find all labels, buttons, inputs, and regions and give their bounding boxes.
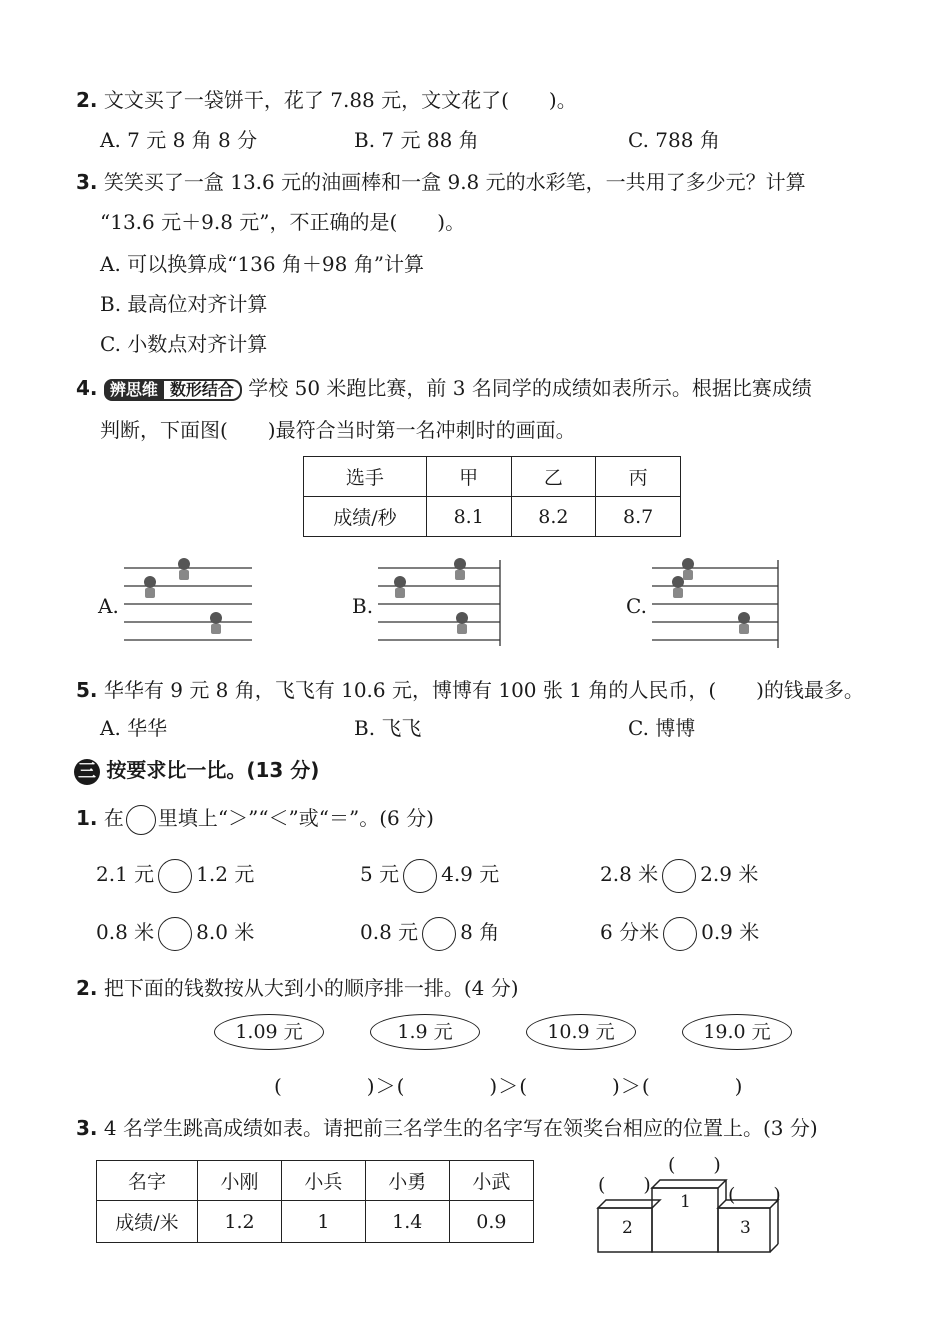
table-cell: 成绩/秒 (304, 497, 427, 537)
compare-left: 0.8 米 (96, 920, 155, 944)
question-text-line1: 笑笑买了一盒 13.6 元的油画棒和一盒 9.8 元的水彩笔，一共用了多少元？计算 (103, 170, 806, 194)
compare-item (96, 858, 254, 893)
s3-question-1 (76, 802, 434, 835)
option-c[interactable]: C. 博博 (628, 716, 696, 740)
table-cell: 乙 (511, 457, 596, 497)
picture-label-b[interactable]: B. (352, 594, 374, 618)
table-cell: 名字 (97, 1161, 198, 1201)
table-cell: 8.2 (511, 497, 596, 537)
section-3-header (74, 754, 319, 785)
question-2 (76, 84, 577, 113)
high-jump-table (96, 1160, 534, 1243)
option-c[interactable]: C. 788 角 (628, 128, 720, 152)
section-title: 按要求比一比。(13 分) (106, 758, 320, 782)
compare-item (600, 916, 759, 951)
compare-left: 2.8 米 (600, 862, 659, 886)
table-cell: 8.7 (596, 497, 681, 537)
compare-left: 6 分米 (600, 920, 660, 944)
option-a[interactable]: A. 华华 (100, 716, 168, 740)
compare-right: 4.9 元 (441, 862, 500, 886)
badge-thinking: 辨思维 (104, 379, 164, 401)
question-text-line1: 学校 50 米跑比赛，前 3 名同学的成绩如表所示。根据比赛成绩 (248, 376, 812, 400)
question-text-line2: 判断，下面图( )最符合当时第一名冲刺时的画面。 (100, 418, 576, 442)
question-text: 文文买了一袋饼干，花了 7.88 元，文文花了( )。 (103, 88, 577, 112)
table-cell: 小刚 (197, 1161, 281, 1201)
amount-oval: 10.9 元 (526, 1014, 636, 1050)
compare-item (600, 858, 758, 893)
compare-left: 2.1 元 (96, 862, 155, 886)
question-text-line2: “13.6 元＋9.8 元”，不正确的是( )。 (100, 210, 466, 234)
table-cell: 1 (282, 1201, 366, 1243)
compare-right: 2.9 米 (700, 862, 759, 886)
question-text-post: 里填上“＞”“＜”或“＝”。(6 分) (157, 806, 434, 830)
question-number: 5. (76, 678, 98, 702)
podium-blank-2[interactable]: ( ) (598, 1174, 651, 1196)
option-b[interactable]: B. 最高位对齐计算 (100, 292, 268, 316)
question-number: 2. (76, 88, 98, 112)
option-b[interactable]: B. 飞飞 (354, 716, 422, 740)
compare-item (360, 858, 499, 893)
table-cell: 小勇 (365, 1161, 449, 1201)
order-answer-line[interactable]: ( )＞( )＞( )＞( ) (274, 1074, 744, 1098)
table-row (304, 497, 681, 537)
picture-label-a[interactable]: A. (98, 594, 119, 618)
race-picture-a[interactable] (120, 556, 255, 652)
table-header-row (304, 457, 681, 497)
table-row (97, 1201, 534, 1243)
podium-place-3: 3 (740, 1218, 751, 1238)
compare-circle[interactable] (158, 917, 192, 951)
question-4 (76, 372, 812, 401)
podium-blank-1[interactable]: ( ) (668, 1154, 721, 1176)
option-a[interactable]: A. 可以换算成“136 角＋98 角”计算 (100, 252, 424, 276)
amount-oval: 1.9 元 (370, 1014, 480, 1050)
compare-right: 1.2 元 (196, 862, 255, 886)
compare-item (360, 916, 499, 951)
option-b[interactable]: B. 7 元 88 角 (354, 128, 479, 152)
table-cell: 选手 (304, 457, 427, 497)
question-3 (76, 166, 806, 195)
table-cell: 丙 (596, 457, 681, 497)
compare-item (96, 916, 254, 951)
table-cell: 0.9 (449, 1201, 533, 1243)
option-a[interactable]: A. 7 元 8 角 8 分 (100, 128, 258, 152)
table-cell: 小武 (449, 1161, 533, 1201)
table-cell: 1.2 (197, 1201, 281, 1243)
table-cell: 成绩/米 (97, 1201, 198, 1243)
section-number-icon: 三 (74, 759, 100, 785)
s3-question-2 (76, 972, 519, 1001)
compare-circle[interactable] (158, 859, 192, 893)
compare-right: 0.9 米 (701, 920, 760, 944)
table-cell: 8.1 (426, 497, 511, 537)
question-number: 1. (76, 806, 98, 830)
amount-oval: 1.09 元 (214, 1014, 324, 1050)
option-c[interactable]: C. 小数点对齐计算 (100, 332, 268, 356)
table-cell: 小兵 (282, 1161, 366, 1201)
question-number: 3. (76, 170, 98, 194)
table-header-row (97, 1161, 534, 1201)
s3-question-3 (76, 1112, 818, 1141)
podium-blank-3[interactable]: ( ) (728, 1184, 781, 1206)
picture-label-c[interactable]: C. (626, 594, 647, 618)
race-results-table (303, 456, 681, 537)
question-number: 2. (76, 976, 98, 1000)
compare-circle[interactable] (422, 917, 456, 951)
compare-circle[interactable] (662, 859, 696, 893)
compare-left: 0.8 元 (360, 920, 419, 944)
question-text: 把下面的钱数按从大到小的顺序排一排。(4 分) (103, 976, 519, 1000)
race-picture-c[interactable] (648, 556, 783, 652)
question-number: 3. (76, 1116, 98, 1140)
question-text: 4 名学生跳高成绩如表。请把前三名学生的名字写在领奖台相应的位置上。(3 分) (103, 1116, 818, 1140)
badge-number-shape: 数形结合 (164, 379, 242, 401)
question-text: 华华有 9 元 8 角，飞飞有 10.6 元，博博有 100 张 1 角的人民币，( )的钱最多。 (103, 678, 864, 702)
compare-right: 8 角 (460, 920, 500, 944)
question-text-pre: 在 (103, 806, 124, 830)
table-cell: 1.4 (365, 1201, 449, 1243)
compare-left: 5 元 (360, 862, 400, 886)
race-picture-b[interactable] (374, 556, 509, 652)
compare-circle[interactable] (663, 917, 697, 951)
podium-place-2: 2 (622, 1218, 633, 1238)
compare-circle[interactable] (403, 859, 437, 893)
circle-blank-icon (126, 805, 156, 835)
table-cell: 甲 (426, 457, 511, 497)
podium-place-1: 1 (680, 1192, 691, 1212)
amount-oval: 19.0 元 (682, 1014, 792, 1050)
question-5 (76, 674, 864, 703)
question-number: 4. (76, 376, 98, 400)
compare-right: 8.0 米 (196, 920, 255, 944)
